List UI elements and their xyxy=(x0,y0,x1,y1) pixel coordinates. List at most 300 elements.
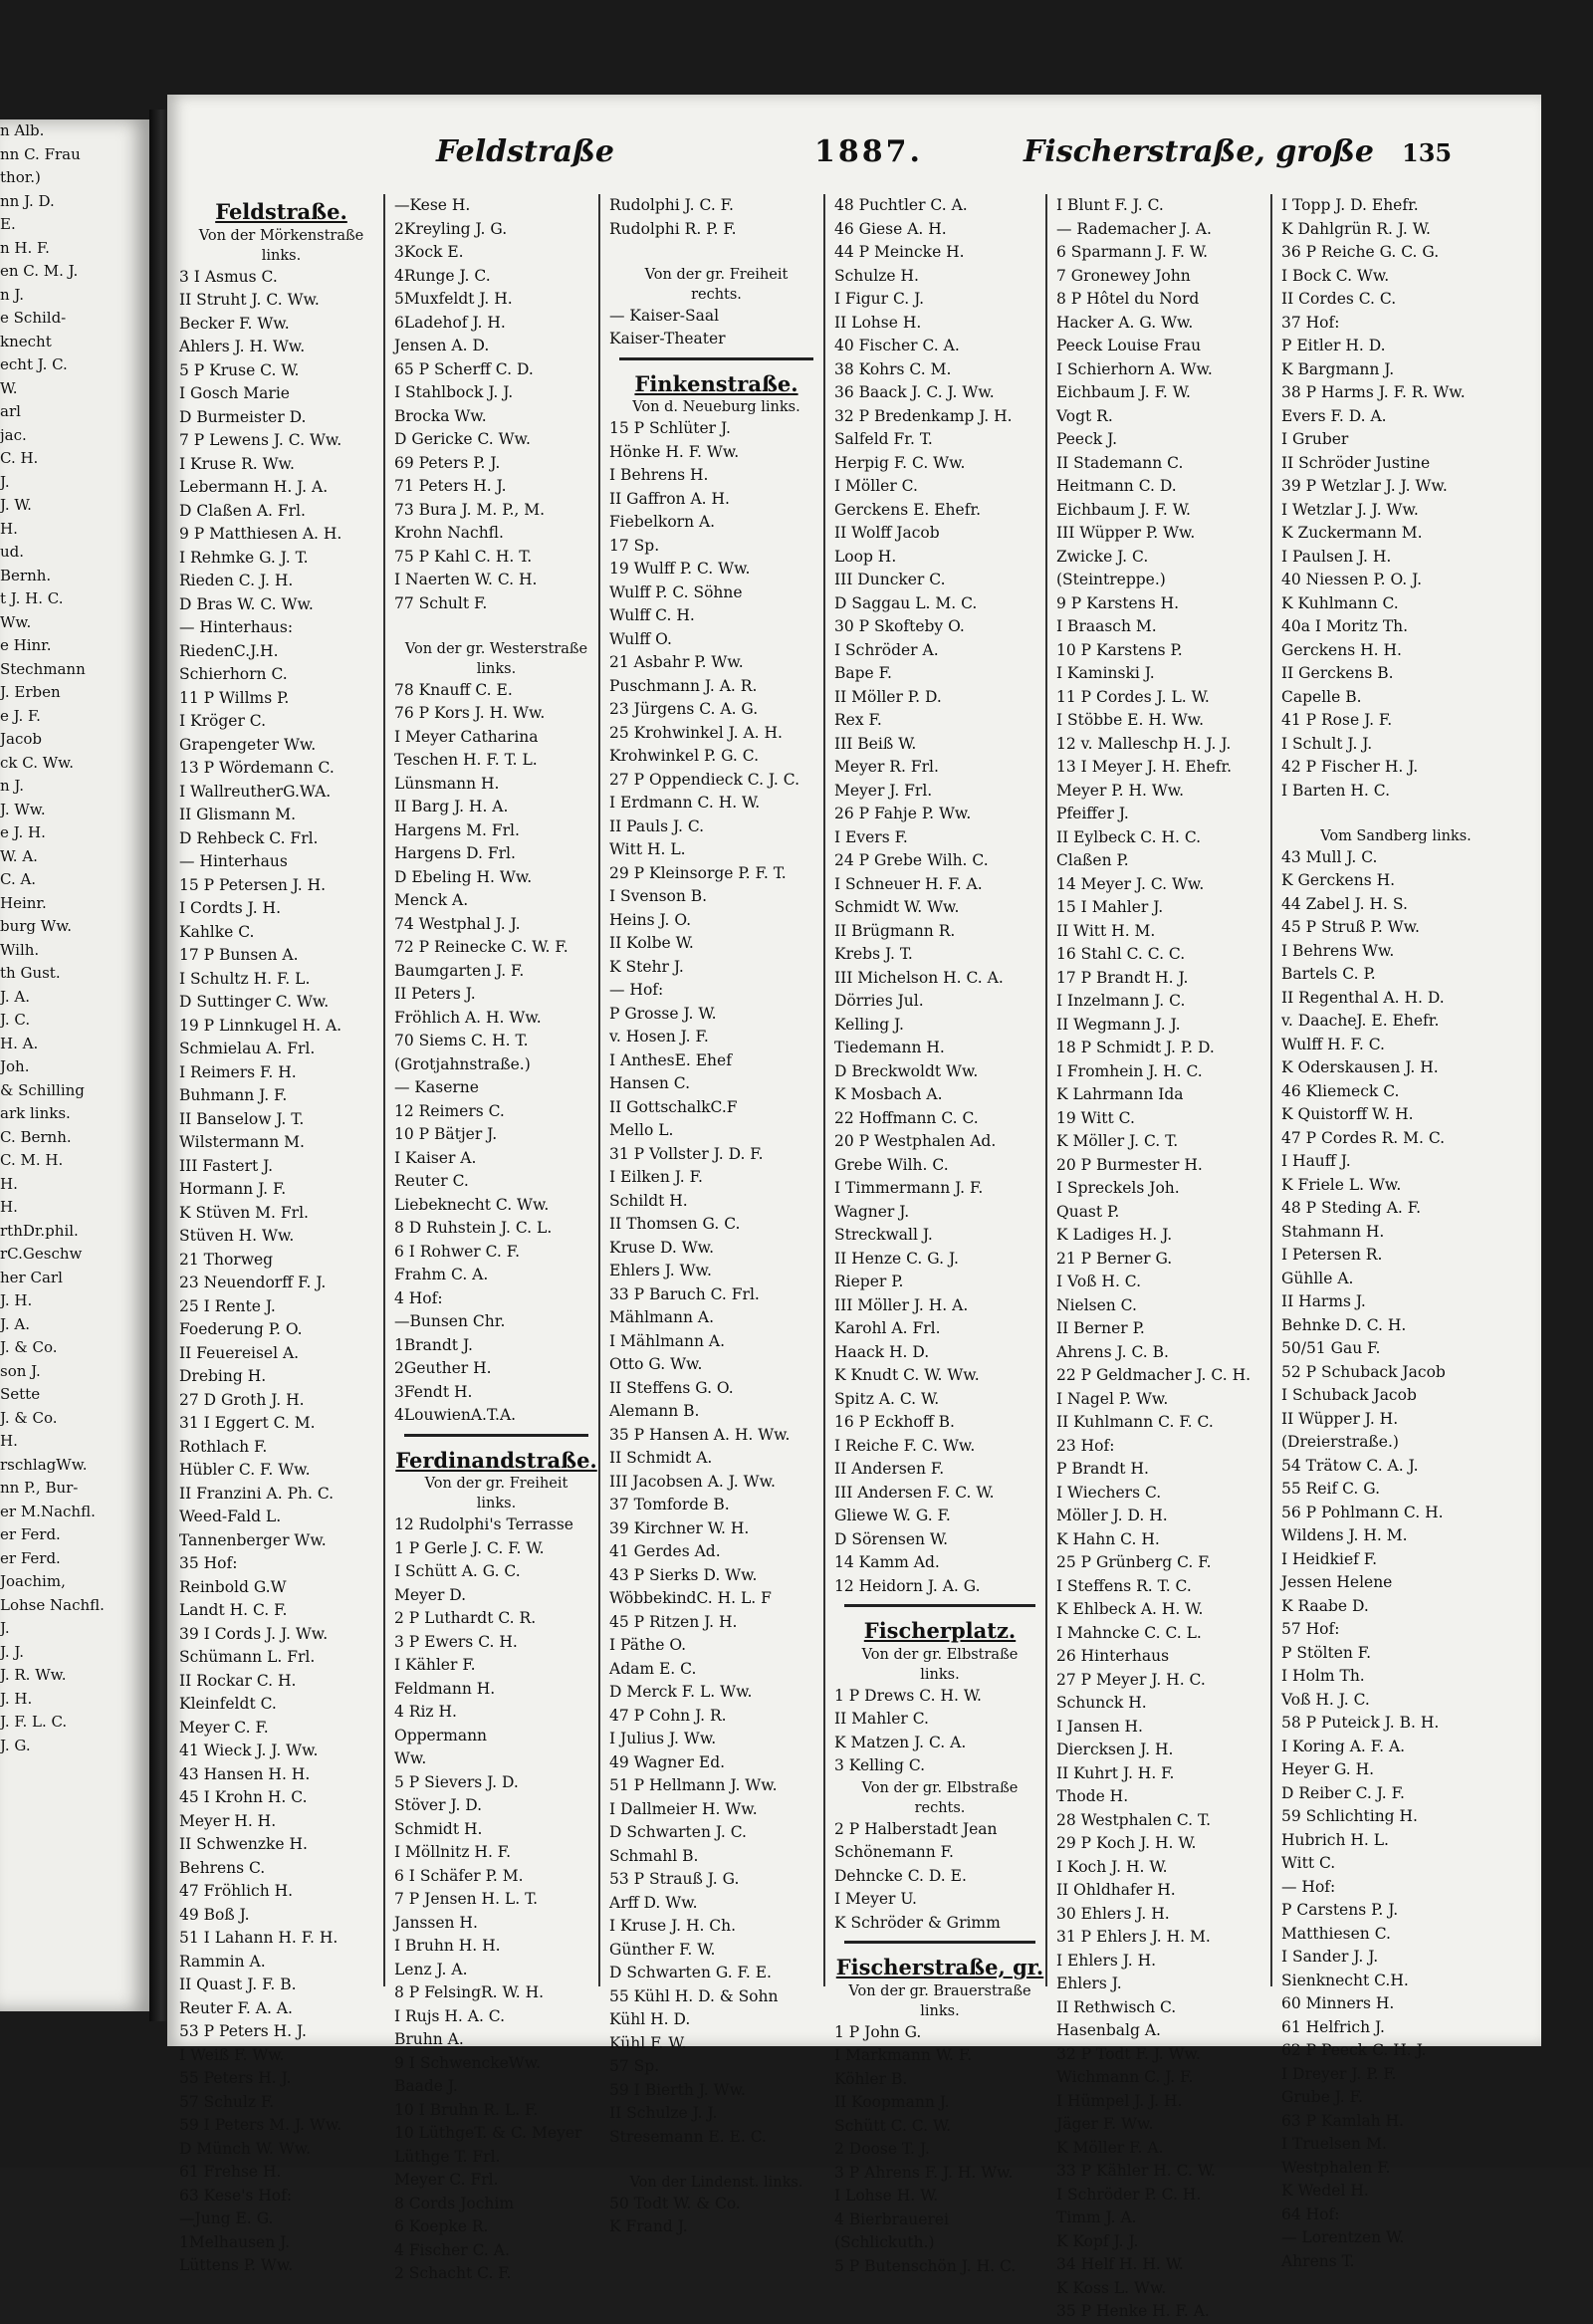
directory-entry: 8 D Ruhstein J. C. L. xyxy=(394,1219,553,1237)
directory-entry: D Ebeling H. Ww. xyxy=(394,867,533,886)
directory-entry: Drebing H. xyxy=(179,1367,267,1385)
directory-entry: Behrens C. xyxy=(179,1858,266,1877)
left-page-line: J. & Co. xyxy=(0,1338,58,1356)
directory-entry: K Zuckermann M. xyxy=(1281,524,1423,542)
directory-entry: Meyer P. H. Ww. xyxy=(1056,781,1185,800)
directory-entry: 1 P Gerle J. C. F. W. xyxy=(394,1538,545,1557)
directory-entry: 36 P Reiche G. C. G. xyxy=(1281,243,1440,261)
directory-entry: Witt H. L. xyxy=(609,840,686,858)
directory-entry: K Knudt C. W. Ww. xyxy=(834,1366,980,1384)
directory-entry: I Topp J. D. Ehefr. xyxy=(1281,196,1419,214)
directory-entry: II Feuereisel A. xyxy=(179,1343,300,1362)
directory-entry: II Banselow J. T. xyxy=(179,1109,305,1128)
directory-entry: I Koring A. F. A. xyxy=(1281,1737,1406,1755)
directory-entry: 4Runge J. C. xyxy=(394,266,491,285)
directory-entry: Meyer C. F. xyxy=(179,1718,269,1737)
directory-entry: 62 P Peeck C. H. J. xyxy=(1281,2041,1427,2059)
directory-entry: v. Hosen J. F. xyxy=(609,1028,709,1046)
running-head-right: Fischerstraße, große xyxy=(1024,134,1374,169)
directory-entry: 45 I Krohn H. C. xyxy=(179,1788,308,1806)
directory-entry: Schütt C. C. W. xyxy=(834,2116,952,2135)
directory-entry: 13 I Meyer J. H. Ehefr. xyxy=(1056,758,1233,776)
directory-entry: 1 P Drews C. H. W. xyxy=(834,1686,982,1705)
directory-entry: D Schwarten J. C. xyxy=(609,1823,747,1841)
directory-entry: Vogt R. xyxy=(1056,406,1113,425)
directory-entry: II Berner P. xyxy=(1056,1319,1145,1337)
directory-entry: Gühlle A. xyxy=(1281,1269,1354,1287)
directory-entry: I Inzelmann J. C. xyxy=(1056,992,1186,1010)
directory-page xyxy=(167,95,1541,2320)
directory-entry: 22 P Geldmacher J. C. H. xyxy=(1056,1366,1252,1384)
directory-entry: Baade J. xyxy=(394,2077,458,2095)
directory-entry: II Wüpper J. H. xyxy=(1281,1409,1399,1428)
directory-entry: 47 P Cordes R. M. C. xyxy=(1281,1128,1446,1147)
directory-entry: 42 P Fischer H. J. xyxy=(1281,758,1419,776)
directory-entry: K Friele L. Ww. xyxy=(1281,1175,1402,1194)
left-page-line: Sette xyxy=(0,1385,41,1403)
directory-entry: Möller J. D. H. xyxy=(1056,1507,1168,1524)
directory-entry: Peeck Louise Frau xyxy=(1056,337,1202,354)
directory-entry: 7 P Jensen H. L. T. xyxy=(394,1890,539,1908)
directory-entry: K Koss L. Ww. xyxy=(1056,2278,1167,2297)
directory-entry: 12 Reimers C. xyxy=(394,1101,505,1120)
directory-entry: I Schult J. J. xyxy=(1281,734,1373,753)
directory-entry: II Ohldhafer H. xyxy=(1056,1881,1176,1899)
directory-entry: K Wedel H. xyxy=(1281,2182,1369,2200)
directory-entry: D Sörensen W. xyxy=(834,1529,949,1548)
directory-entry: Hormann J. F. xyxy=(179,1180,287,1198)
directory-entry: I Koch J. H. W. xyxy=(1056,1857,1168,1876)
directory-entry: 32 P Todt F. J. Ww. xyxy=(1056,2044,1201,2063)
directory-entry: P Brandt H. xyxy=(1056,1460,1149,1478)
directory-entry: 20 P Westphalen Ad. xyxy=(834,1132,997,1150)
street-direction-note: Von der Lindenst. links. xyxy=(629,2174,803,2191)
directory-entry: 55 Peters H. J. xyxy=(179,2069,292,2087)
directory-entry: 74 Westphal J. J. xyxy=(394,914,521,933)
directory-entry: (Dreierstraße.) xyxy=(1281,1433,1399,1451)
left-page-line: J. J. xyxy=(0,1642,25,1661)
directory-entry: 49 Boß J. xyxy=(179,1905,250,1924)
left-page-line: Wilh. xyxy=(0,940,40,959)
directory-entry: Reuter C. xyxy=(394,1172,469,1190)
directory-entry: II Lohse H. xyxy=(834,313,922,332)
directory-entry: II Schröder Justine xyxy=(1281,453,1431,472)
directory-entry: I Lohse H. W. xyxy=(834,2187,939,2205)
directory-entry: I Schuback Jacob xyxy=(1281,1386,1417,1404)
directory-entry: 55 Kühl H. D. & Sohn xyxy=(609,1986,779,2005)
directory-entry: Rothlach F. xyxy=(179,1437,268,1456)
directory-entry: Loop H. xyxy=(834,547,897,566)
left-page-line: arl xyxy=(0,402,21,420)
directory-entry: 12 v. Malleschp H. J. J. xyxy=(1056,734,1232,753)
directory-entry: I Ehlers J. H. xyxy=(1056,1951,1157,1970)
directory-entry: II Glismann M. xyxy=(179,806,297,823)
directory-entry: Spitz A. C. W. xyxy=(834,1389,940,1408)
directory-entry: 2 P Luthardt C. R. xyxy=(394,1609,537,1627)
directory-entry: 3 P Ahrens F. J. H. Ww. xyxy=(834,2163,1014,2182)
directory-entry: Stahmann H. xyxy=(1281,1222,1385,1241)
directory-entry: 2 Doose T. J. xyxy=(834,2140,930,2158)
directory-entry: Ahrens T. xyxy=(1281,2251,1355,2270)
left-page-line: rschlagWw. xyxy=(0,1455,88,1474)
directory-entry: Kaiser-Theater xyxy=(609,330,726,348)
directory-entry: Bape F. xyxy=(834,664,892,682)
directory-entry: 8 P Hôtel du Nord xyxy=(1056,290,1200,308)
left-page-line: th Gust. xyxy=(0,964,61,982)
directory-entry: II Steffens G. O. xyxy=(609,1378,734,1397)
directory-entry: 51 P Hellmann J. Ww. xyxy=(609,1776,778,1794)
directory-entry: II Henze C. G. J. xyxy=(834,1249,959,1268)
directory-entry: I Wiechers C. xyxy=(1056,1483,1162,1502)
directory-entry: Teschen H. F. T. L. xyxy=(394,751,538,769)
street-direction-note: links. xyxy=(476,660,517,677)
directory-entry: 10 P Karstens P. xyxy=(1056,640,1183,659)
directory-entry: Meyer R. Frl. xyxy=(834,758,939,776)
directory-entry: 61 Frehse H. xyxy=(179,2163,282,2181)
directory-entry: 38 Kohrs C. M. xyxy=(834,359,952,378)
directory-entry: II Harms J. xyxy=(1281,1292,1366,1310)
directory-entry: Grapengeter Ww. xyxy=(179,735,317,754)
directory-entry: Meyer H. H. xyxy=(179,1811,277,1830)
column-5 xyxy=(1056,194,1272,2320)
directory-entry: Oppermann xyxy=(394,1726,488,1744)
directory-entry: 28 Westphalen C. T. xyxy=(1056,1810,1212,1829)
directory-entry: 18 P Schmidt J. P. D. xyxy=(1056,1039,1215,1056)
directory-entry: II Struht J. C. Ww. xyxy=(179,291,320,309)
directory-entry xyxy=(609,2149,823,2173)
directory-entry: II Koopmann J. xyxy=(834,2093,950,2111)
left-page-line: n J. xyxy=(0,777,25,795)
directory-entry: K Matzen J. C. A. xyxy=(834,1733,967,1751)
directory-entry: Rieden C. J. H. xyxy=(179,572,294,589)
left-page-line: E. xyxy=(0,215,16,233)
directory-entry: D Rehbeck C. Frl. xyxy=(179,828,319,847)
directory-entry: 19 Witt C. xyxy=(1056,1108,1135,1127)
directory-entry: Wildens J. H. M. xyxy=(1281,1526,1408,1544)
directory-entry: I Erdmann C. H. W. xyxy=(609,794,761,812)
directory-entry: Tannenberger Ww. xyxy=(179,1530,327,1549)
left-page-line: H. xyxy=(0,1432,18,1450)
directory-entry: I Meyer U. xyxy=(834,1890,917,1908)
directory-entry: Meyer J. Frl. xyxy=(834,781,933,800)
directory-entry: 50 Todt W. & Co. xyxy=(609,2194,741,2212)
left-page-line: H. xyxy=(0,1198,18,1216)
directory-entry: Stresemann E. E. C. xyxy=(609,2127,767,2146)
directory-entry: WöbbekindC. H. L. F xyxy=(609,1589,772,1607)
directory-entry: 17 P Brandt H. J. xyxy=(1056,968,1189,987)
directory-entry: D Breckwoldt Ww. xyxy=(834,1061,979,1080)
directory-entry: 19 P Linnkugel H. A. xyxy=(179,1016,342,1035)
directory-entry: Karohl A. Frl. xyxy=(834,1319,941,1337)
directory-entry: II Eylbeck C. H. C. xyxy=(1056,827,1202,846)
directory-entry: 39 P Wetzlar J. J. Ww. xyxy=(1281,477,1448,495)
directory-entry: Janssen H. xyxy=(394,1913,478,1932)
left-page-line: J. xyxy=(0,1619,10,1637)
directory-entry: Hargens D. Frl. xyxy=(394,844,516,862)
directory-entry: K Ehlbeck A. H. W. xyxy=(1056,1600,1204,1618)
street-direction-note: rechts. xyxy=(691,286,742,303)
directory-entry: 76 P Kors J. H. Ww. xyxy=(394,704,546,722)
directory-entry: 47 Fröhlich H. xyxy=(179,1882,294,1900)
directory-entry: 6Ladehof J. H. xyxy=(394,313,506,332)
directory-entry: 5 P Kruse C. W. xyxy=(179,360,300,379)
directory-entry: 1 P John G. xyxy=(834,2022,922,2041)
directory-entry: 11 P Willms P. xyxy=(179,688,290,707)
directory-entry: 6 Koepke R. xyxy=(394,2217,489,2235)
street-heading: Fischerstraße, gr. xyxy=(835,1955,1044,1979)
directory-entry: K Raabe D. xyxy=(1281,1596,1369,1615)
directory-entry: I Möller C. xyxy=(834,477,918,495)
directory-entry: II Quast J. F. B. xyxy=(179,1975,297,1993)
street-direction-note: Von der gr. Freiheit xyxy=(644,266,789,283)
left-page-line: J. Ww. xyxy=(0,800,46,818)
directory-entry: 41 Wieck J. J. Ww. xyxy=(179,1742,319,1759)
directory-entry: Bartels C. P. xyxy=(1281,965,1376,983)
directory-entry: 57 Sp. xyxy=(609,2057,660,2075)
directory-entry: D Suttinger C. Ww. xyxy=(179,993,330,1011)
directory-entry: Matthiesen C. xyxy=(1281,1924,1391,1943)
directory-entry: Schierhorn C. xyxy=(179,665,288,683)
directory-entry: 3 P Ewers C. H. xyxy=(394,1632,518,1651)
directory-entry: 30 P Skofteby O. xyxy=(834,617,965,635)
directory-entry: K Kopf J. J. xyxy=(1056,2231,1139,2250)
directory-entry: Wagner J. xyxy=(834,1202,910,1221)
directory-entry: 21 Thorweg xyxy=(179,1250,274,1269)
directory-entry: Kühl H. D. xyxy=(609,2010,691,2028)
directory-entry: I Cordts J. H. xyxy=(179,899,281,917)
directory-entry: 13 P Wördemann C. xyxy=(179,759,335,777)
directory-entry: I Hümpel J. J. H. xyxy=(1056,2091,1183,2110)
directory-entry: I Kruse R. Ww. xyxy=(179,454,295,473)
directory-entry: I Behrens Ww. xyxy=(1281,941,1395,960)
page-number: 135 xyxy=(1402,138,1453,167)
directory-entry: Wichmann C. J. F. xyxy=(1056,2068,1194,2086)
directory-entry: 11 P Cordes J. L. W. xyxy=(1056,687,1210,706)
directory-entry: Krohwinkel P. G. C. xyxy=(609,747,760,765)
directory-entry: Grebe Wilh. C. xyxy=(834,1155,949,1174)
directory-entry: 58 P Puteick J. B. H. xyxy=(1281,1714,1440,1732)
directory-entry: — Hinterhaus xyxy=(179,852,288,870)
directory-entry: D Bras W. C. Ww. xyxy=(179,594,314,613)
directory-entry: K Schröder & Grimm xyxy=(834,1913,1001,1932)
directory-entry: D Schwarten G. F. E. xyxy=(609,1964,772,1981)
directory-entry: Schildt H. xyxy=(609,1191,688,1210)
directory-entry: 16 P Eckhoff B. xyxy=(834,1413,955,1431)
directory-entry: Eichbaum J. F. W. xyxy=(1056,500,1191,519)
directory-entry: Lünsmann H. xyxy=(394,774,500,793)
directory-entry: I Kröger C. xyxy=(179,712,267,730)
directory-entry: 17 Sp. xyxy=(609,536,660,555)
left-page-line: H. xyxy=(0,1174,18,1193)
section-rule xyxy=(844,1604,1035,1607)
directory-entry: Lenz J. A. xyxy=(394,1960,468,1978)
directory-entry: I Figur C. J. xyxy=(834,290,925,308)
directory-entry: Kleinfeldt C. xyxy=(179,1695,277,1713)
directory-entry: Heyer G. H. xyxy=(1281,1760,1375,1778)
directory-entry: I Evers F. xyxy=(834,827,908,846)
directory-entry: 14 Kamm Ad. xyxy=(834,1553,940,1571)
directory-entry: I Mählmann A. xyxy=(609,1331,726,1350)
left-page-line: J. R. Ww. xyxy=(0,1666,67,1684)
directory-entry: Schmielau A. Frl. xyxy=(179,1040,316,1057)
directory-entry: 57 Hof: xyxy=(1281,1620,1340,1638)
directory-entry: Rudolphi R. P. F. xyxy=(609,219,737,238)
directory-entry: K Hahn C. H. xyxy=(1056,1529,1160,1548)
directory-entry: Salfeld Fr. T. xyxy=(834,430,933,448)
directory-entry: I Möllnitz H. F. xyxy=(394,1843,512,1861)
left-page-line: burg Ww. xyxy=(0,917,73,935)
directory-entry: I Petersen R. xyxy=(1281,1246,1383,1264)
directory-entry: D Gericke C. Ww. xyxy=(394,430,531,448)
directory-entry: 10 P Bätjer J. xyxy=(394,1125,498,1143)
directory-entry: III Duncker C. xyxy=(834,571,946,588)
directory-entry: —Jung E. G. xyxy=(179,2209,274,2227)
directory-entry: Rammin A. xyxy=(179,1952,266,1971)
directory-entry: Eichbaum J. F. W. xyxy=(1056,383,1191,401)
directory-entry: 46 Kliemeck C. xyxy=(1281,1081,1400,1100)
directory-entry: Lebermann H. J. A. xyxy=(179,478,329,496)
directory-entry: Sienknecht C.H. xyxy=(1281,1971,1409,1989)
directory-entry: Evers F. D. A. xyxy=(1281,406,1387,425)
left-page-line: thor.) xyxy=(0,168,41,186)
directory-entry: Ehlers J. xyxy=(1056,1975,1122,1992)
directory-entry: Liebeknecht C. Ww. xyxy=(394,1195,550,1214)
left-page-line: J. G. xyxy=(0,1736,31,1754)
left-page-line: ck C. Ww. xyxy=(0,753,74,772)
directory-entry: Landt H. C. F. xyxy=(179,1601,288,1619)
directory-entry: 4LouwienA.T.A. xyxy=(394,1406,517,1424)
directory-entry: 34 Helf H. H. W. xyxy=(1056,2255,1184,2273)
directory-entry: 9 P Matthiesen A. H. xyxy=(179,525,342,543)
directory-entry: Lüttens P. Ww. xyxy=(179,2256,294,2274)
directory-entry: I Kähler F. xyxy=(394,1656,476,1674)
directory-entry: 55 Reif C. G. xyxy=(1281,1480,1381,1498)
directory-entry: I AnthesE. Ehef xyxy=(609,1050,732,1069)
directory-entry: 73 Bura J. M. P., M. xyxy=(394,500,546,519)
directory-entry: 25 Krohwinkel J. A. H. xyxy=(609,723,783,742)
directory-entry: 14 Meyer J. C. Ww. xyxy=(1056,874,1205,893)
directory-entry: III Wüpper P. Ww. xyxy=(1056,524,1196,542)
directory-entry: 52 P Schuback Jacob xyxy=(1281,1362,1446,1381)
directory-entry: 48 Puchtler C. A. xyxy=(834,196,968,214)
directory-entry: 71 Peters H. J. xyxy=(394,477,507,495)
directory-entry: 3 I Asmus C. xyxy=(179,267,278,286)
directory-entry: Schunck H. xyxy=(1056,1694,1147,1712)
directory-entry: Dehncke C. D. E. xyxy=(834,1866,967,1885)
directory-entry: Ehlers J. Ww. xyxy=(609,1262,712,1279)
column-2 xyxy=(394,194,600,2282)
directory-entry: Schmidt H. xyxy=(394,1819,483,1838)
directory-entry: 10 I Bruhn R. L. F. xyxy=(394,2100,539,2119)
left-page-line: C. A. xyxy=(0,870,37,888)
directory-entry: I Hauff J. xyxy=(1281,1152,1351,1170)
directory-entry: II Schulze J. J. xyxy=(609,2104,718,2122)
left-page-line: J. F. L. C. xyxy=(0,1713,68,1731)
directory-entry: II Franzini A. Ph. C. xyxy=(179,1484,335,1503)
left-page-line: e J. F. xyxy=(0,706,41,725)
street-direction-note: rechts. xyxy=(914,1799,966,1816)
directory-entry: 50/51 Gau F. xyxy=(1281,1339,1381,1357)
directory-entry: Heins J. O. xyxy=(609,910,692,929)
directory-entry: Hönke H. F. Ww. xyxy=(609,442,740,461)
column-1 xyxy=(179,194,385,2274)
directory-entry: 57 Schulz F. xyxy=(179,2092,275,2111)
directory-entry: D Reiber C. J. F. xyxy=(1281,1783,1405,1802)
directory-entry: Ahlers J. H. Ww. xyxy=(179,338,306,355)
directory-entry: 1Brandt J. xyxy=(394,1335,473,1354)
left-page-line: H. xyxy=(0,519,18,538)
directory-entry: Thode H. xyxy=(1056,1787,1129,1805)
directory-entry: I Gruber xyxy=(1281,430,1349,448)
directory-entry: Buhmann J. F. xyxy=(179,1086,288,1104)
directory-entry xyxy=(1281,803,1510,826)
directory-entry: Hacker A. G. Ww. xyxy=(1056,313,1194,332)
left-page-line: Ww. xyxy=(0,612,32,631)
directory-entry: Gerckens E. Ehefr. xyxy=(834,500,982,519)
directory-entry: 56 P Pohlmann C. H. xyxy=(1281,1503,1444,1521)
directory-entry: III Beiß W. xyxy=(834,734,917,753)
left-page-line: H. A. xyxy=(0,1034,39,1052)
directory-entry: 70 Siems C. H. T. xyxy=(394,1032,529,1049)
directory-entry: D Merck F. L. Ww. xyxy=(609,1683,753,1701)
left-page-line: C. Bernh. xyxy=(0,1127,72,1146)
directory-entry: 22 Hoffmann C. C. xyxy=(834,1108,979,1127)
directory-entry: 61 Helfrich J. xyxy=(1281,2017,1385,2036)
directory-entry: Hasenbalg A. xyxy=(1056,2021,1161,2039)
directory-entry: 31 P Vollster J. D. F. xyxy=(609,1144,764,1163)
directory-entry: Rieper P. xyxy=(834,1273,904,1290)
directory-entry: III Fastert J. xyxy=(179,1156,274,1175)
directory-entry: II Kuhrt J. H. F. xyxy=(1056,1763,1175,1782)
directory-entry: Kruse D. Ww. xyxy=(609,1238,715,1257)
directory-entry: Schönemann F. xyxy=(834,1843,954,1861)
directory-entry: — Hof: xyxy=(1281,1877,1336,1896)
directory-entry: 35 P Hansen A. H. Ww. xyxy=(609,1425,791,1444)
directory-entry: Mählmann A. xyxy=(609,1308,715,1326)
directory-entry: 59 I Peters M. J. Ww. xyxy=(179,2116,342,2134)
directory-entry: I Schröder P. C. H. xyxy=(1056,2185,1202,2204)
directory-entry: 51 I Lahann H. F. H. xyxy=(179,1929,339,1947)
left-page-line: n Alb. xyxy=(0,121,45,139)
directory-entry: Westphalen F. xyxy=(1281,2158,1391,2177)
left-page-line: knecht xyxy=(0,332,52,350)
directory-entry: Hargens M. Frl. xyxy=(394,820,520,839)
left-page-line: e J. H. xyxy=(0,823,46,841)
directory-entry: Haack H. D. xyxy=(834,1342,930,1361)
directory-entry: I Dallmeier H. Ww. xyxy=(609,1799,758,1818)
street-heading: Fischerplatz. xyxy=(863,1618,1017,1643)
directory-entry: 37 Hof: xyxy=(1281,313,1340,332)
directory-entry: I Nagel P. Ww. xyxy=(1056,1389,1169,1408)
directory-entry: I Rehmke G. J. T. xyxy=(179,548,309,567)
running-head-left: Feldstraße xyxy=(436,134,614,169)
directory-entry: —Bunsen Chr. xyxy=(394,1312,506,1330)
directory-entry: II Rockar C. H. xyxy=(179,1671,297,1690)
directory-entry: 24 P Grebe Wilh. C. xyxy=(834,851,989,869)
directory-entry: Grube J. F. xyxy=(1281,2088,1363,2106)
directory-entry: 2Geuther H. xyxy=(394,1359,492,1377)
directory-entry: Adam E. C. xyxy=(609,1659,697,1678)
directory-entry: v. DaacheJ. E. Ehefr. xyxy=(1281,1012,1440,1030)
directory-entry: 49 Wagner Ed. xyxy=(609,1752,726,1771)
directory-entry: 44 Zabel J. H. S. xyxy=(1281,894,1408,913)
directory-entry: P Grosse J. W. xyxy=(609,1004,717,1023)
directory-entry: Foederung P. O. xyxy=(179,1320,303,1338)
directory-entry: 27 P Oppendieck C. J. C. xyxy=(609,770,800,789)
directory-entry: 8 P FelsingR. W. H. xyxy=(394,1983,545,2001)
directory-entry: D Claßen A. Frl. xyxy=(179,501,306,520)
left-page-line: jac. xyxy=(0,425,27,444)
